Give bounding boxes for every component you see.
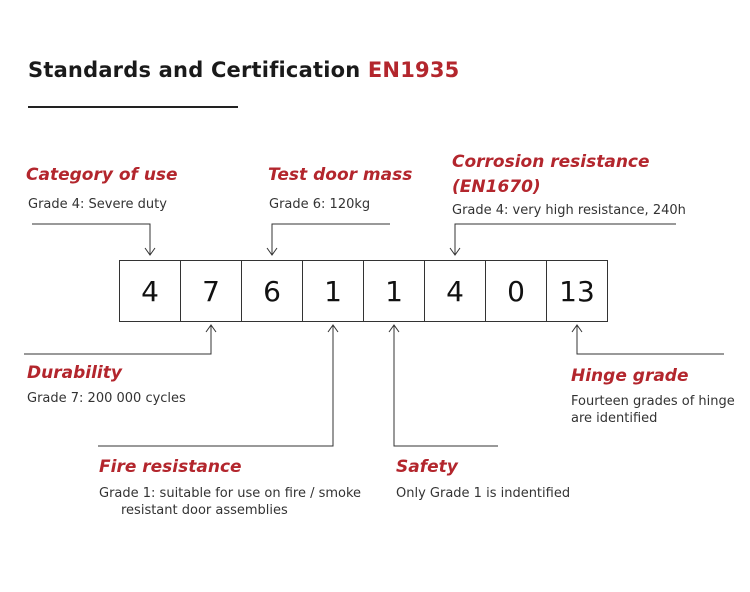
title-accent: EN1935 — [367, 58, 460, 82]
mass-connector — [272, 224, 390, 255]
code-digit-mass: 6 — [242, 261, 303, 321]
title-main: Standards and Certification — [28, 58, 361, 82]
safety-label: Safety — [396, 457, 458, 477]
code-digit-durability: 7 — [181, 261, 242, 321]
code-digit-hinge: 13 — [547, 261, 608, 321]
safety-desc: Only Grade 1 is indentified — [396, 486, 571, 501]
code-digit-corrosion: 4 — [425, 261, 486, 321]
category-connector — [32, 224, 150, 255]
durability-label: Durability — [27, 363, 122, 383]
hinge-desc-line2: are identified — [571, 411, 658, 426]
fire-desc-line1: Grade 1: suitable for use on fire / smoke — [99, 486, 362, 501]
hinge-connector — [577, 325, 724, 354]
code-digit-category: 4 — [120, 261, 181, 321]
corrosion-label-standard: (EN1670) — [452, 177, 541, 197]
durability-desc: Grade 7: 200 000 cycles — [27, 391, 186, 406]
mass-label: Test door mass — [268, 165, 413, 185]
fire-label: Fire resistance — [99, 457, 242, 477]
mass-desc: Grade 6: 120kg — [269, 197, 371, 212]
durability-connector — [24, 325, 211, 354]
hinge-desc-line1: Fourteen grades of hinge — [571, 394, 735, 409]
hinge-label: Hinge grade — [571, 366, 689, 386]
corrosion-label: Corrosion resistance — [452, 152, 650, 172]
safety-connector — [394, 325, 498, 446]
code-digit-safety: 1 — [364, 261, 425, 321]
category-desc: Grade 4: Severe duty — [28, 197, 167, 212]
category-label: Category of use — [26, 165, 178, 185]
code-digit-fire: 1 — [303, 261, 364, 321]
code-grid — [119, 260, 608, 322]
code-digit-security: 0 — [486, 261, 547, 321]
fire-desc — [99, 485, 361, 519]
corrosion-desc: Grade 4: very high resistance, 240h — [452, 203, 686, 218]
corrosion-connector — [455, 224, 676, 255]
fire-desc-line2: resistant door assemblies — [121, 503, 288, 518]
hinge-desc — [571, 393, 735, 427]
fire-connector — [98, 325, 333, 446]
